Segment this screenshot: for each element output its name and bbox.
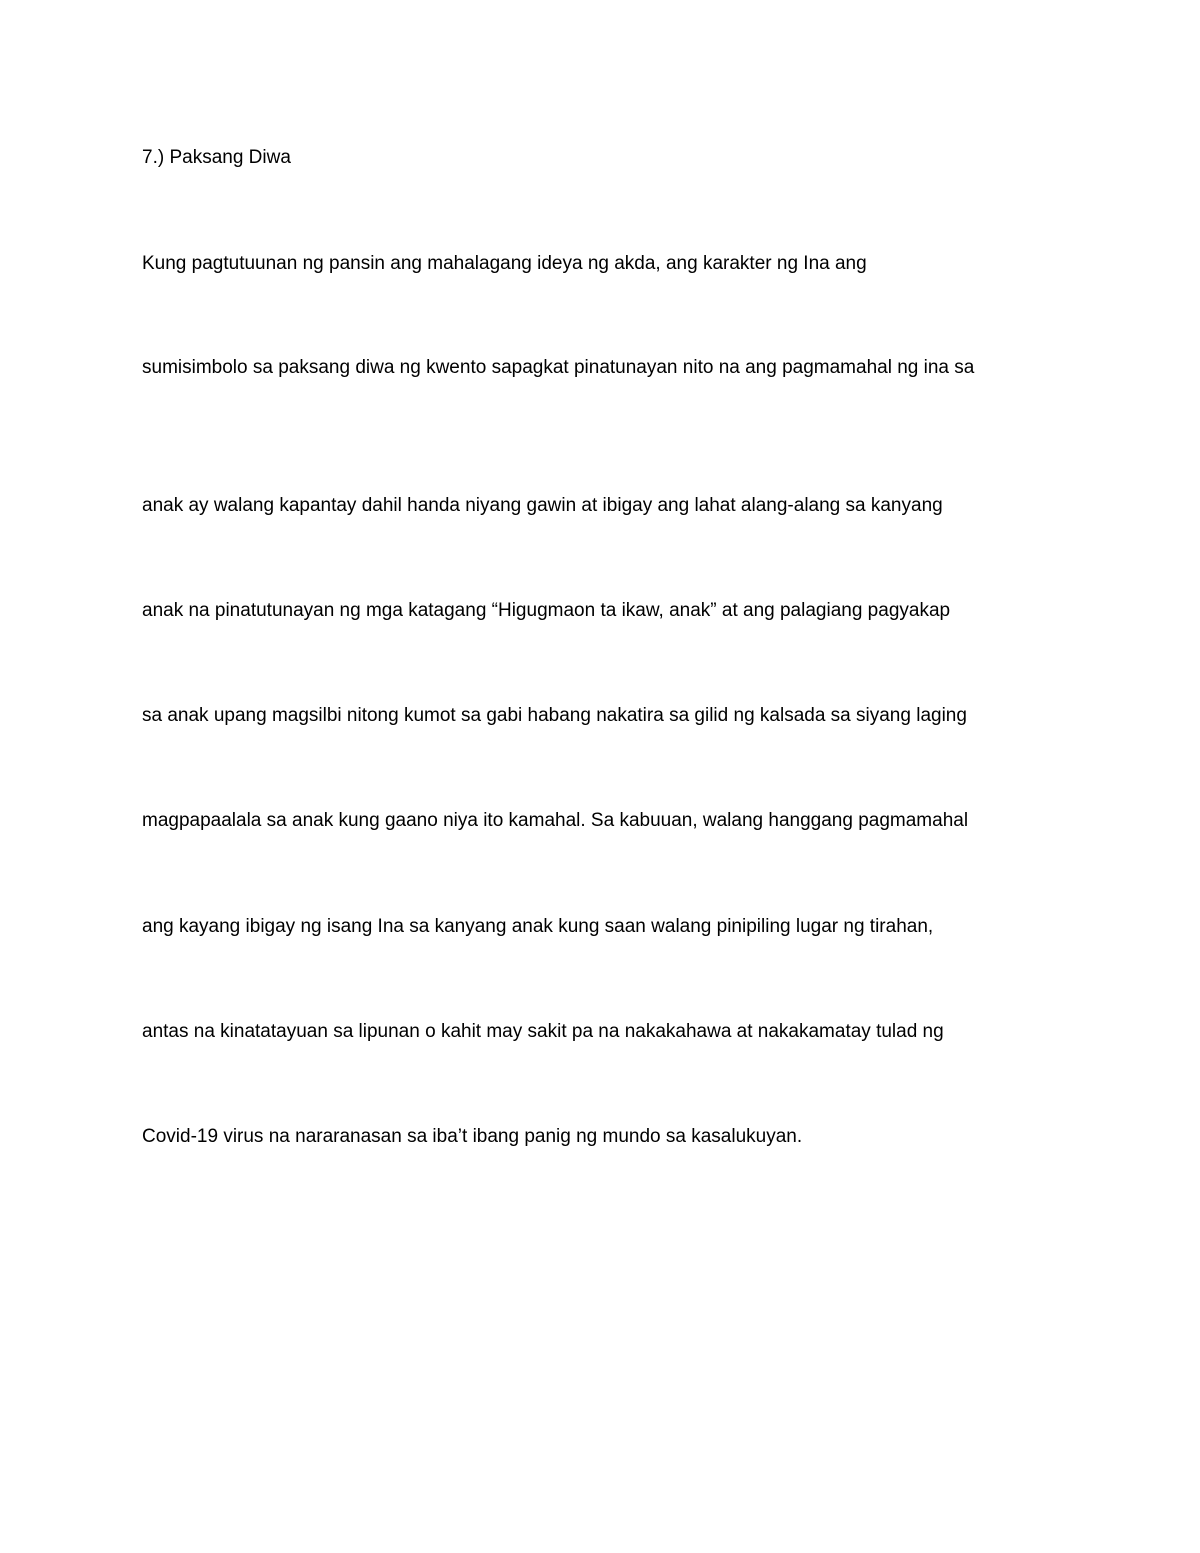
paragraph-line: magpapaalala sa anak kung gaano niya ito kamahal. Sa kabuuan, walang hanggang pagmamahal <box>142 810 969 831</box>
paragraph-line: anak ay walang kapantay dahil handa niyang gawin at ibigay ang lahat alang-alang sa kanyang <box>142 495 943 516</box>
document-heading: 7.) Paksang Diwa <box>142 147 291 168</box>
paragraph-line: sa anak upang magsilbi nitong kumot sa gabi habang nakatira sa gilid ng kalsada sa siyang laging <box>142 705 967 726</box>
paragraph-line: antas na kinatatayuan sa lipunan o kahit may sakit pa na nakakahawa at nakakamatay tulad ng <box>142 1021 944 1042</box>
paragraph-line: sumisimbolo sa paksang diwa ng kwento sapagkat pinatunayan nito na ang pagmamahal ng ina sa <box>142 357 975 378</box>
paragraph-line: Covid-19 virus na nararanasan sa iba’t ibang panig ng mundo sa kasalukuyan. <box>142 1126 803 1147</box>
paragraph-line: Kung pagtutuunan ng pansin ang mahalagang ideya ng akda, ang karakter ng Ina ang <box>142 253 867 274</box>
paragraph-line: ang kayang ibigay ng isang Ina sa kanyang anak kung saan walang pinipiling lugar ng tirahan, <box>142 916 934 937</box>
paragraph-line: anak na pinatutunayan ng mga katagang “Higugmaon ta ikaw, anak” at ang palagiang pagyakap <box>142 600 951 621</box>
